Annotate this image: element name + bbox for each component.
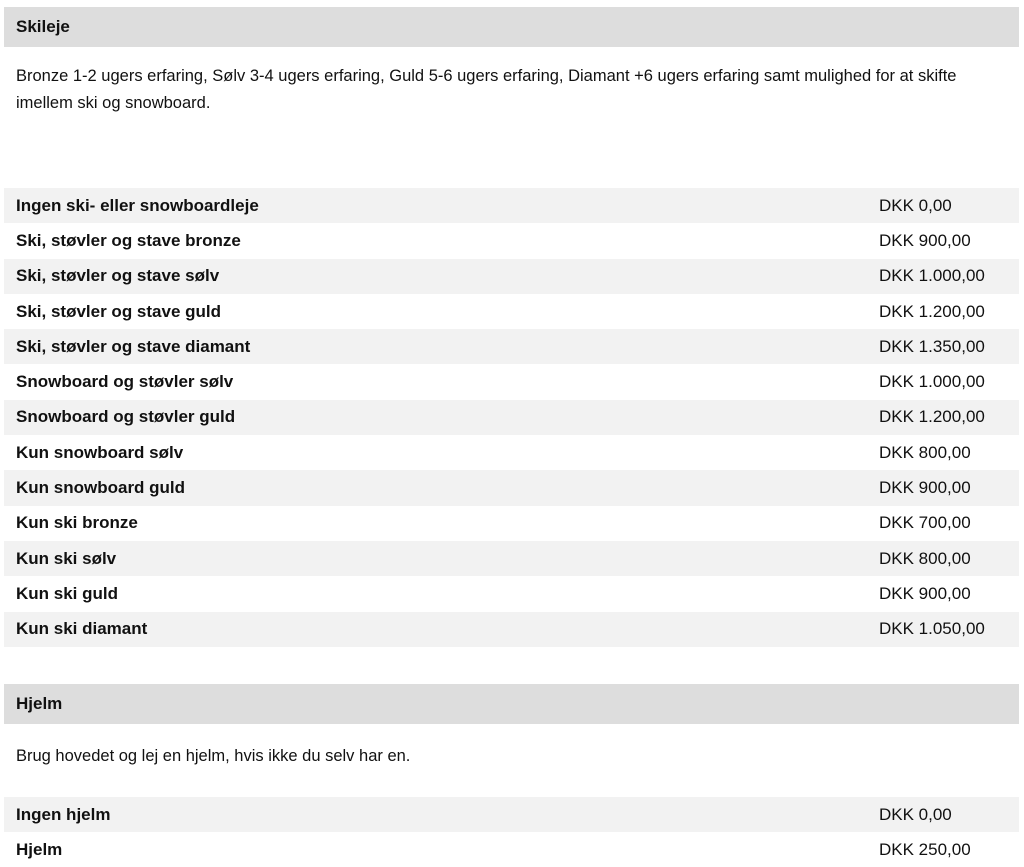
section-spacer [4, 647, 1019, 684]
price-row[interactable] [4, 470, 1019, 505]
item-name: Snowboard og støvler sølv [16, 372, 234, 392]
item-price: DKK 1.050,00 [879, 619, 985, 639]
price-row[interactable] [4, 259, 1019, 294]
price-row[interactable] [4, 188, 1019, 223]
price-row[interactable] [4, 797, 1019, 832]
item-price: DKK 800,00 [879, 442, 971, 462]
item-name: Kun ski sølv [16, 548, 117, 568]
section-skileje [4, 7, 1019, 647]
section-title: Skileje [4, 7, 1019, 47]
item-price: DKK 1.200,00 [879, 301, 985, 321]
item-price: DKK 900,00 [879, 583, 971, 603]
section-description [4, 724, 1019, 797]
item-name: Snowboard og støvler guld [16, 407, 236, 427]
price-row[interactable] [4, 223, 1019, 258]
section-title: Hjelm [4, 684, 1019, 724]
rental-options [4, 7, 1019, 867]
item-name: Hjelm [16, 839, 63, 859]
section-description [4, 47, 1019, 188]
item-name: Ingen hjelm [16, 804, 111, 824]
price-row[interactable] [4, 612, 1019, 647]
item-price: DKK 1.000,00 [879, 266, 985, 286]
section-description-text: Bronze 1-2 ugers erfaring, Sølv 3-4 ugers erfaring, Guld 5-6 ugers erfaring, Diamant +6 ugers erfaring samt mulighed for at skifte imellem ski og snowboard. [16, 67, 957, 112]
item-price: DKK 0,00 [879, 195, 952, 215]
item-name: Ski, støvler og stave sølv [16, 266, 220, 286]
item-price: DKK 900,00 [879, 230, 971, 250]
item-name: Ingen ski- eller snowboardleje [16, 195, 259, 215]
item-price: DKK 900,00 [879, 478, 971, 498]
price-row[interactable] [4, 400, 1019, 435]
item-name: Kun ski bronze [16, 513, 138, 533]
item-price: DKK 0,00 [879, 804, 952, 824]
price-row[interactable] [4, 576, 1019, 611]
item-price: DKK 700,00 [879, 513, 971, 533]
item-name: Ski, støvler og stave guld [16, 301, 222, 321]
price-row[interactable] [4, 364, 1019, 399]
item-price: DKK 250,00 [879, 839, 971, 859]
item-name: Ski, støvler og stave diamant [16, 336, 251, 356]
price-row[interactable] [4, 541, 1019, 576]
section-hjelm [4, 684, 1019, 867]
item-name: Ski, støvler og stave bronze [16, 230, 241, 250]
item-price: DKK 1.200,00 [879, 407, 985, 427]
price-row[interactable] [4, 329, 1019, 364]
item-price: DKK 1.000,00 [879, 372, 985, 392]
price-row[interactable] [4, 435, 1019, 470]
price-row[interactable] [4, 832, 1019, 867]
section-description-text: Brug hovedet og lej en hjelm, hvis ikke du selv har en. [16, 746, 411, 765]
item-price: DKK 1.350,00 [879, 336, 985, 356]
item-name: Kun ski guld [16, 583, 118, 603]
item-name: Kun snowboard sølv [16, 442, 184, 462]
item-name: Kun ski diamant [16, 619, 148, 639]
price-row[interactable] [4, 506, 1019, 541]
item-price: DKK 800,00 [879, 548, 971, 568]
price-row[interactable] [4, 294, 1019, 329]
price-list [4, 797, 1019, 867]
item-name: Kun snowboard guld [16, 478, 186, 498]
price-list [4, 188, 1019, 647]
